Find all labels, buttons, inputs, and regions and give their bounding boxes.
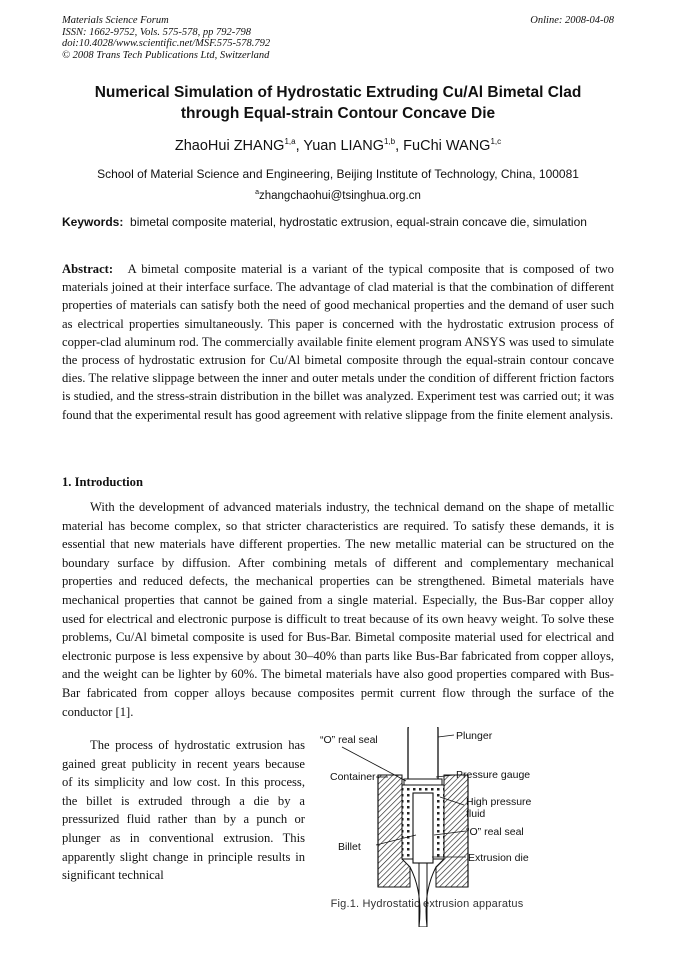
abstract-text: A bimetal composite material is a variant of the typical composite that is composed of two materials joined at their interface surface. The advantage of clad material is that the combination of different properties of materials can satisfy both the need of good mechanical properties and the demand of user such as electrical properties simultaneously. This paper is concerned with the hydrostatic extrusion process of copper-clad aluminum rod. The commercially available finite element program ANSYS was used to simulate the process of hydrostatic extrusion for Cu/Al bimetal composite through the equal-strain contour concave dies. The relative slippage between the inner and outer metals under the condition of different friction factors is studied, and the stress-strain distribution in the billet was analyzed. Experiment test was carried out; it was found that the experimental result has good agreement with relative slippage from the finite element analysis. xyxy=(62,262,614,422)
doi-line: doi:10.4028/www.scientific.net/MSF.575-578.792 xyxy=(62,38,271,49)
label-container: Container xyxy=(330,771,376,783)
abstract-label: Abstract: xyxy=(62,262,114,276)
section-heading: 1. Introduction xyxy=(62,475,143,489)
label-o-seal-bottom: “O” real seal xyxy=(466,826,524,838)
title-line-2: through Equal-strain Contour Concave Die xyxy=(180,105,496,122)
keywords-text: bimetal composite material, hydrostatic extrusion, equal-strain concave die, simulation xyxy=(130,215,587,229)
email-line xyxy=(62,189,614,202)
label-extrusion-die: Extrusion die xyxy=(468,852,529,864)
journal-header xyxy=(62,15,614,61)
figure-caption: Fig.1. Hydrostatic extrusion apparatus xyxy=(330,898,524,910)
keywords xyxy=(62,214,614,231)
abstract xyxy=(62,260,614,424)
affiliation: School of Material Science and Engineering, Beijing Institute of Technology, China, 100081 xyxy=(97,167,579,181)
author-list: ZhaoHui ZHANG$^{1,a}$, Yuan LIANG$^{1,b}$, FuChi WANG$^{1,c}$ xyxy=(174,137,502,154)
paper-title xyxy=(62,82,614,124)
author-name: Yuan LIANG xyxy=(303,137,384,154)
label-billet: Billet xyxy=(338,841,361,853)
label-fluid: fluid xyxy=(466,808,486,820)
copyright-line: © 2008 Trans Tech Publications Ltd, Switzerland xyxy=(62,49,270,61)
title-line-1: Numerical Simulation of Hydrostatic Extruding Cu/Al Bimetal Clad xyxy=(94,84,582,101)
email-sup: a xyxy=(255,189,259,196)
author-sup: 1,c xyxy=(490,137,502,146)
author-name: ZhaoHui ZHANG xyxy=(174,137,285,154)
leader-plunger xyxy=(438,735,454,737)
label-high-pressure: High pressure xyxy=(466,796,532,808)
extrusion-apparatus-figure xyxy=(316,727,616,927)
plunger-seal xyxy=(404,779,442,785)
journal-name: Materials Science Forum xyxy=(62,15,169,26)
extrusion-die-cone xyxy=(410,867,436,927)
author-sup: 1,b xyxy=(383,137,396,146)
billet xyxy=(413,793,433,863)
intro-paragraph-2: The process of hydrostatic extrusion has gained great publicity in recent years because of its simplicity and low cost. In this process, the billet is extruded through a die by a pressurized fluid rather than by a punch or plunger as in conventional extrusion. This apparently slight change in principle results in significant technical xyxy=(62,738,305,883)
issn-line: ISSN: 1662-9752, Vols. 575-578, pp 792-798 xyxy=(62,26,251,38)
intro-paragraph-1: With the development of advanced materials industry, the technical demand on the shape of metallic material has become complex, so that stricter characteristics are required. To satisfy these demands, it is essential that new materials have different properties. The new metallic material can be structured on the boundary surface by diffusion. After combining metals of different and complementary mechanical properties and reduced defects, the mechanical properties can be strengthened. Bimetal materials have mechanical properties that cannot be gained from a single material. Especially, the Bus-Bar copper alloy used for electrical and electronic purpose is difficult to treat because of its own heavy weight. To solve these problems, Cu/Al bimetal composite is used for Bus-Bar. Bimetal composite material used for electrical and electronic purpose is less expensive by about 30–40% than parts like Bus-Bar fabricated from copper alloys, and the weight can be lighter by 60%. The bimetal materials have also good properties compared with Bus-Bar fabricated from copper alloys because composites permit current flow through the surface of the conductor [1]. xyxy=(62,500,614,719)
author-sup: 1,a xyxy=(284,137,296,146)
online-date: Online: 2008-04-08 xyxy=(530,15,614,26)
plunger xyxy=(408,727,438,783)
author-name: FuChi WANG xyxy=(403,137,491,154)
email-address: zhangchaohui@tsinghua.org.cn xyxy=(258,189,421,202)
label-pressure-gauge: Pressure gauge xyxy=(456,769,531,781)
label-plunger: Plunger xyxy=(456,730,493,742)
keywords-label: Keywords: xyxy=(62,215,124,229)
label-o-seal-top: “O” real seal xyxy=(320,734,378,746)
